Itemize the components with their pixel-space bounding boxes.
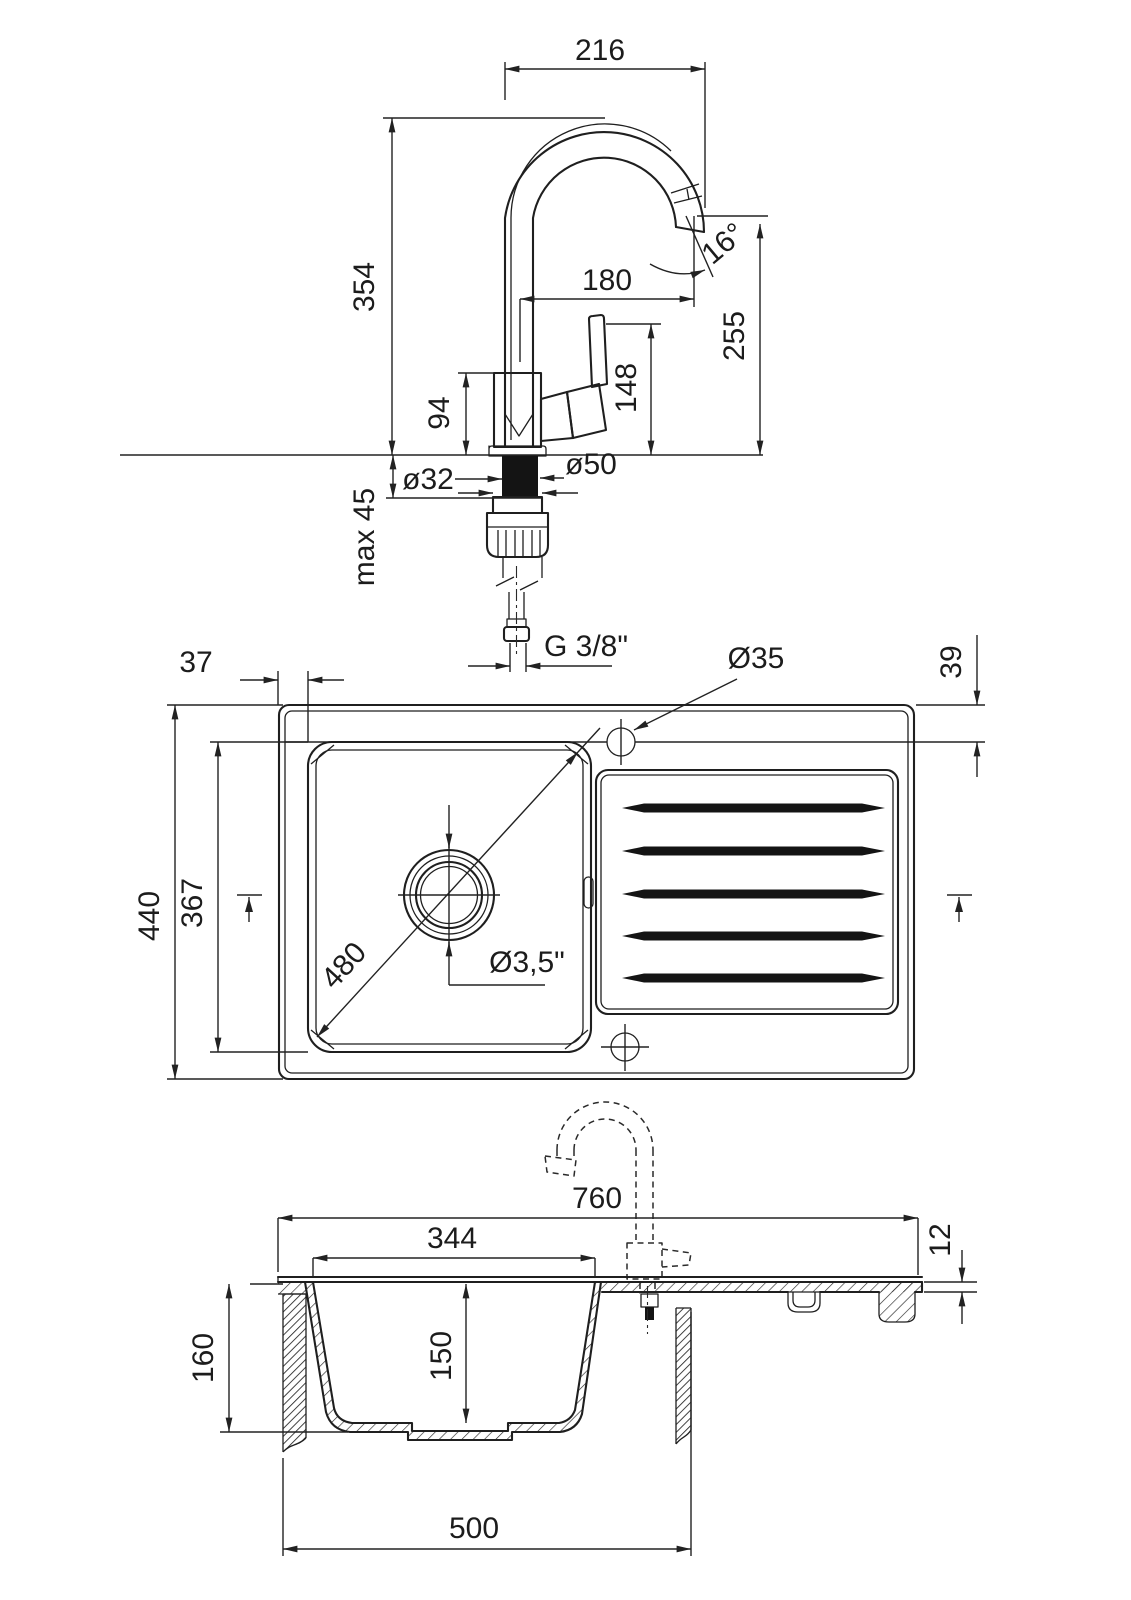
mounting-washer	[493, 497, 542, 513]
dim-94-label: 94	[423, 396, 456, 430]
dim-max45-label: max 45	[348, 487, 381, 587]
mounting-nut	[487, 513, 548, 557]
drainboard	[596, 770, 898, 1014]
dim-216-label: 216	[574, 34, 626, 67]
dim-255-label: 255	[718, 310, 751, 362]
countertop-right	[676, 1308, 691, 1444]
dim-d32-label: ø32	[402, 463, 454, 496]
dim-760-label: 760	[571, 1182, 623, 1215]
drainboard-groove	[622, 890, 885, 899]
dim-37-label: 37	[179, 646, 213, 679]
dim-d35-label: Ø35	[727, 642, 785, 675]
dim-500-label: 500	[448, 1512, 500, 1545]
faucet-shank	[502, 456, 538, 497]
faucet-front-view	[120, 34, 768, 672]
sink-top-view	[133, 635, 985, 1079]
dim-367-label: 367	[176, 877, 209, 929]
drainboard-groove	[622, 932, 885, 941]
dim-148-label: 148	[610, 362, 643, 414]
drainboard-section	[278, 1277, 922, 1322]
sink-bowl	[308, 742, 593, 1052]
faucet-stud	[641, 1294, 658, 1307]
drainboard-groove	[622, 847, 885, 856]
dim-16deg-label: 16°	[695, 216, 752, 272]
sink-section-view	[187, 1102, 977, 1556]
dim-480-label: 480	[314, 935, 374, 996]
dim-d50-label: ø50	[565, 448, 617, 481]
countertop-left	[283, 1294, 306, 1452]
dim-150-label: 150	[425, 1330, 458, 1382]
dim-39-label: 39	[935, 645, 968, 679]
faucet-handle	[541, 315, 607, 441]
dim-12-label: 12	[924, 1223, 957, 1257]
dim-drain-label: Ø3,5"	[489, 946, 565, 979]
dim-344-label: 344	[426, 1222, 478, 1255]
clip-mark-left	[237, 895, 262, 922]
drainboard-groove	[622, 974, 885, 983]
clip-mark-right	[947, 895, 972, 922]
dim-160-label: 160	[187, 1332, 220, 1384]
dim-180-label: 180	[581, 264, 633, 297]
dim-354-label: 354	[348, 261, 381, 313]
dim-440-label: 440	[133, 890, 166, 942]
drainboard-groove	[622, 804, 885, 813]
faucet-dimensions	[348, 34, 768, 672]
faucet-body	[489, 373, 546, 456]
dim-g38-label: G 3/8"	[543, 630, 629, 663]
